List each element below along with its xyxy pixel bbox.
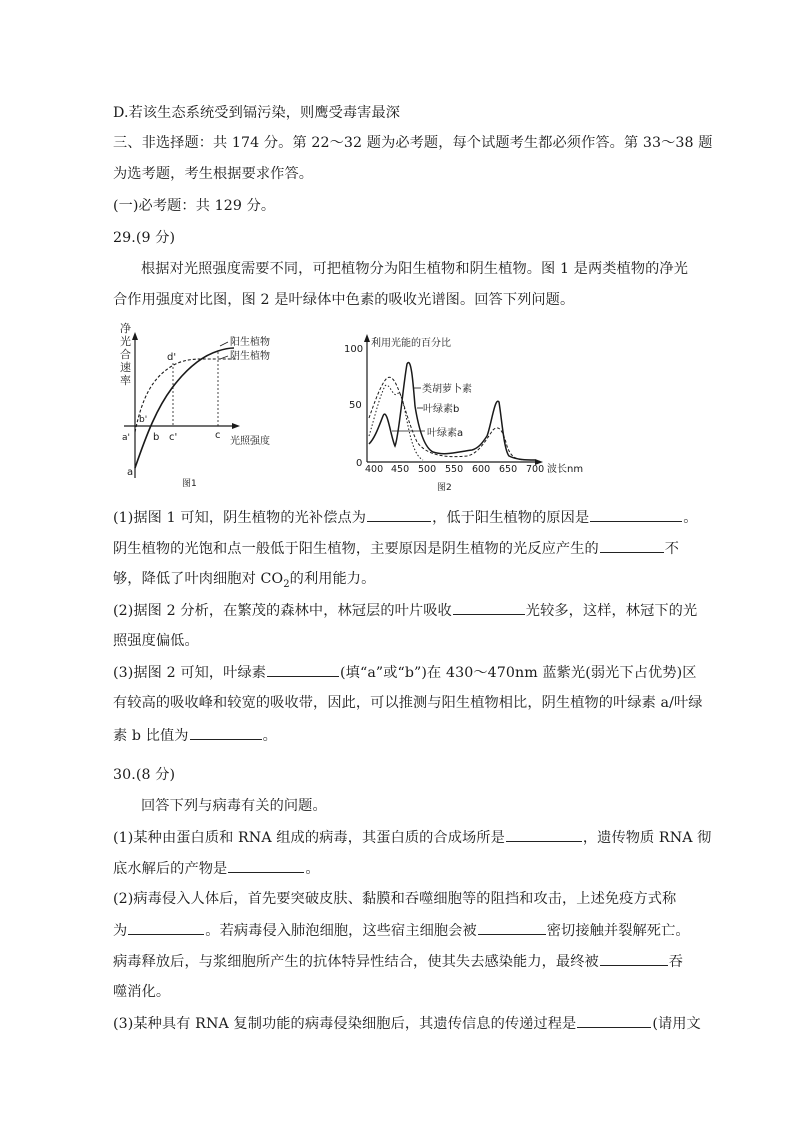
fig2-legend-chl-a: 叶绿素a — [427, 428, 464, 439]
fig1-ylabel-char: 光 — [120, 335, 131, 348]
q30-part1-text: 。 — [305, 861, 320, 877]
q29-part3-text: 。 — [262, 728, 277, 744]
fig2-ylabel: 利用光能的百分比 — [371, 338, 451, 349]
q29-co2-subscript: 2 — [283, 578, 290, 590]
fig1-caption: 图1 — [182, 479, 197, 489]
section-three-heading: 三、非选择题：共 174 分。第 22～32 题为必考题，每个试题考生都必须作答。第 33～38 题 — [113, 135, 713, 151]
fig2-legend-carotenoid: 类胡萝卜素 — [422, 384, 472, 395]
q30-part1-line1 — [113, 827, 712, 848]
q29-part3-text: (3)据图 2 可知，叶绿素 — [113, 665, 267, 681]
q29-part3-text: 素 b 比值为 — [113, 728, 189, 744]
fig1-ylabel-char: 净 — [120, 322, 131, 335]
option-d-text: D.若该生态系统受到镉污染，则鹰受毒害最深 — [113, 105, 401, 121]
q30-part2-text: 吞 — [668, 954, 684, 970]
fig2-ytick: 0 — [356, 458, 363, 469]
q29-part1-text: 阴生植物的光饱和点一般低于阳生植物，主要原因是阴生植物的光反应产生的 — [113, 541, 599, 557]
q30-part1-line2 — [113, 858, 685, 879]
q30-part2-line2 — [113, 920, 690, 941]
q29-part2-text: (2)据图 2 分析，在繁茂的森林中，林冠层的叶片吸收 — [113, 603, 452, 619]
answer-blank[interactable] — [590, 507, 682, 522]
required-questions-heading: (一)必考题：共 129 分。 — [113, 198, 276, 214]
fig2-xtick: 700 — [526, 464, 545, 475]
q30-part3-text: (3)某种具有 RNA 复制功能的病毒侵染细胞后，其遗传信息的传递过程是 — [113, 1016, 577, 1032]
question-30-header: 30.(8 分) — [113, 767, 176, 783]
fig2-caption: 图2 — [437, 483, 452, 493]
q29-part2-line1 — [113, 600, 698, 621]
fig2-xtick: 650 — [499, 464, 518, 475]
q30-part2-text: 。若病毒侵入肺泡细胞，这些宿主细胞会被 — [205, 923, 477, 939]
fig1-sun-plant-curve — [135, 348, 234, 468]
fig1-legend-sun: 阳生植物 — [230, 337, 270, 348]
answer-blank[interactable] — [600, 951, 668, 966]
fig1-point-a-prime: a' — [122, 433, 130, 443]
q30-part3-line1 — [113, 1013, 701, 1034]
q29-part2-line2: 照强度偏低。 — [113, 633, 199, 649]
q29-part1-text: 。 — [683, 510, 698, 526]
question-29-header: 29.(9 分) — [113, 230, 176, 246]
fig2-xtick: 400 — [365, 464, 384, 475]
q29-part2-text: 光较多，这样，林冠下的光 — [525, 603, 698, 619]
section-three-heading-cont: 为选考题，考生根据要求作答。 — [113, 166, 314, 182]
q30-part2-text: 病毒释放后，与浆细胞所产生的抗体特异性结合，使其失去感染能力，最终被 — [113, 954, 599, 970]
q30-part2-line4: 噬消化。 — [113, 984, 171, 1000]
answer-blank[interactable] — [190, 725, 262, 740]
q29-part1-text: ，低于阳生植物的原因是 — [432, 510, 590, 526]
fig1-point-d-prime: d' — [167, 352, 177, 363]
answer-blank[interactable] — [228, 858, 304, 873]
fig2-y-arrow — [364, 334, 370, 342]
fig2-xlabel: 波长nm — [547, 464, 584, 475]
q29-part1-text: (1)据图 1 可知，阴生植物的光补偿点为 — [113, 510, 367, 526]
q30-part2-text: 为 — [113, 923, 128, 939]
q29-part3-line2: 有较高的吸收峰和较宽的吸收带，因此，可以推测与阳生植物相比，阴生植物的叶绿素 a/叶绿 — [113, 695, 703, 711]
figure-2-graph — [337, 326, 597, 496]
fig1-ylabel — [120, 321, 131, 387]
answer-blank[interactable] — [367, 507, 431, 522]
q29-part1-text: 够，降低了叶肉细胞对 CO — [113, 571, 284, 587]
answer-blank[interactable] — [577, 1013, 651, 1028]
fig1-point-c: c — [215, 430, 221, 441]
fig1-point-b: b — [153, 432, 160, 443]
answer-blank[interactable] — [506, 827, 582, 842]
fig2-legend-chl-b: 叶绿素b — [423, 404, 460, 415]
q30-part2-text: 密切接触并裂解死亡。 — [546, 923, 690, 939]
q29-part1-text: 的利用能力。 — [289, 571, 376, 587]
q30-part1-text: 底水解后的产物是 — [113, 861, 228, 877]
fig2-ytick: 100 — [344, 344, 364, 355]
q29-part1-line3 — [113, 569, 685, 595]
q29-part1-line1 — [113, 507, 698, 528]
fig2-ytick: 50 — [349, 400, 362, 411]
answer-blank[interactable] — [453, 600, 525, 615]
q30-part1-text: ，遗传物质 RNA 彻 — [582, 830, 712, 846]
fig2-xtick: 500 — [418, 464, 437, 475]
question-30-intro: 回答下列与病毒有关的问题。 — [141, 798, 327, 814]
q29-part3-line3 — [113, 725, 685, 746]
figure-1-graph — [112, 318, 312, 498]
q30-part2-line3 — [113, 951, 685, 972]
question-29-intro: 根据对光照强度需要不同，可把植物分为阳生植物和阴生植物。图 1 是两类植物的净光 — [141, 261, 688, 277]
fig1-xlabel: 光照强度 — [230, 436, 270, 447]
fig1-legend-shade: 阴生植物 — [230, 351, 270, 362]
q30-part1-text: (1)某种由蛋白质和 RNA 组成的病毒，其蛋白质的合成场所是 — [113, 830, 505, 846]
q29-part3-line1 — [113, 662, 697, 683]
answer-blank[interactable] — [128, 920, 204, 935]
q30-part3-text: (请用文 — [652, 1016, 701, 1032]
fig1-point-c-prime: c' — [169, 432, 178, 443]
fig1-point-a: a — [127, 467, 134, 478]
q29-part1-text: 不 — [664, 541, 680, 557]
fig2-xtick: 600 — [472, 464, 491, 475]
answer-blank[interactable] — [478, 920, 546, 935]
question-29-intro-cont: 合作用强度对比图，图 2 是叶绿体中色素的吸收光谱图。回答下列问题。 — [113, 292, 575, 308]
q29-part3-text: (填“a”或“b”)在 430～470nm 蓝紫光(弱光下占优势)区 — [340, 665, 697, 681]
fig1-x-arrow — [232, 423, 240, 429]
q29-part1-line2 — [113, 538, 685, 559]
fig1-ylabel-char: 速 — [120, 361, 131, 374]
answer-blank[interactable] — [267, 662, 339, 677]
fig1-shade-plant-curve — [135, 359, 236, 432]
fig1-ylabel-char: 合 — [120, 348, 131, 361]
fig2-xticks — [365, 464, 544, 475]
fig1-point-b-prime: b' — [139, 415, 148, 425]
answer-blank[interactable] — [600, 538, 664, 553]
q30-part2-line1: (2)病毒侵入人体后，首先要突破皮肤、黏膜和吞噬细胞等的阻挡和攻击，上述免疫方式称 — [113, 891, 677, 907]
fig2-xtick: 450 — [391, 464, 410, 475]
fig1-ylabel-char: 率 — [120, 374, 131, 387]
fig1-y-arrow — [132, 332, 138, 340]
fig1-legend-sun-leader — [220, 342, 228, 346]
fig2-xtick: 550 — [445, 464, 464, 475]
